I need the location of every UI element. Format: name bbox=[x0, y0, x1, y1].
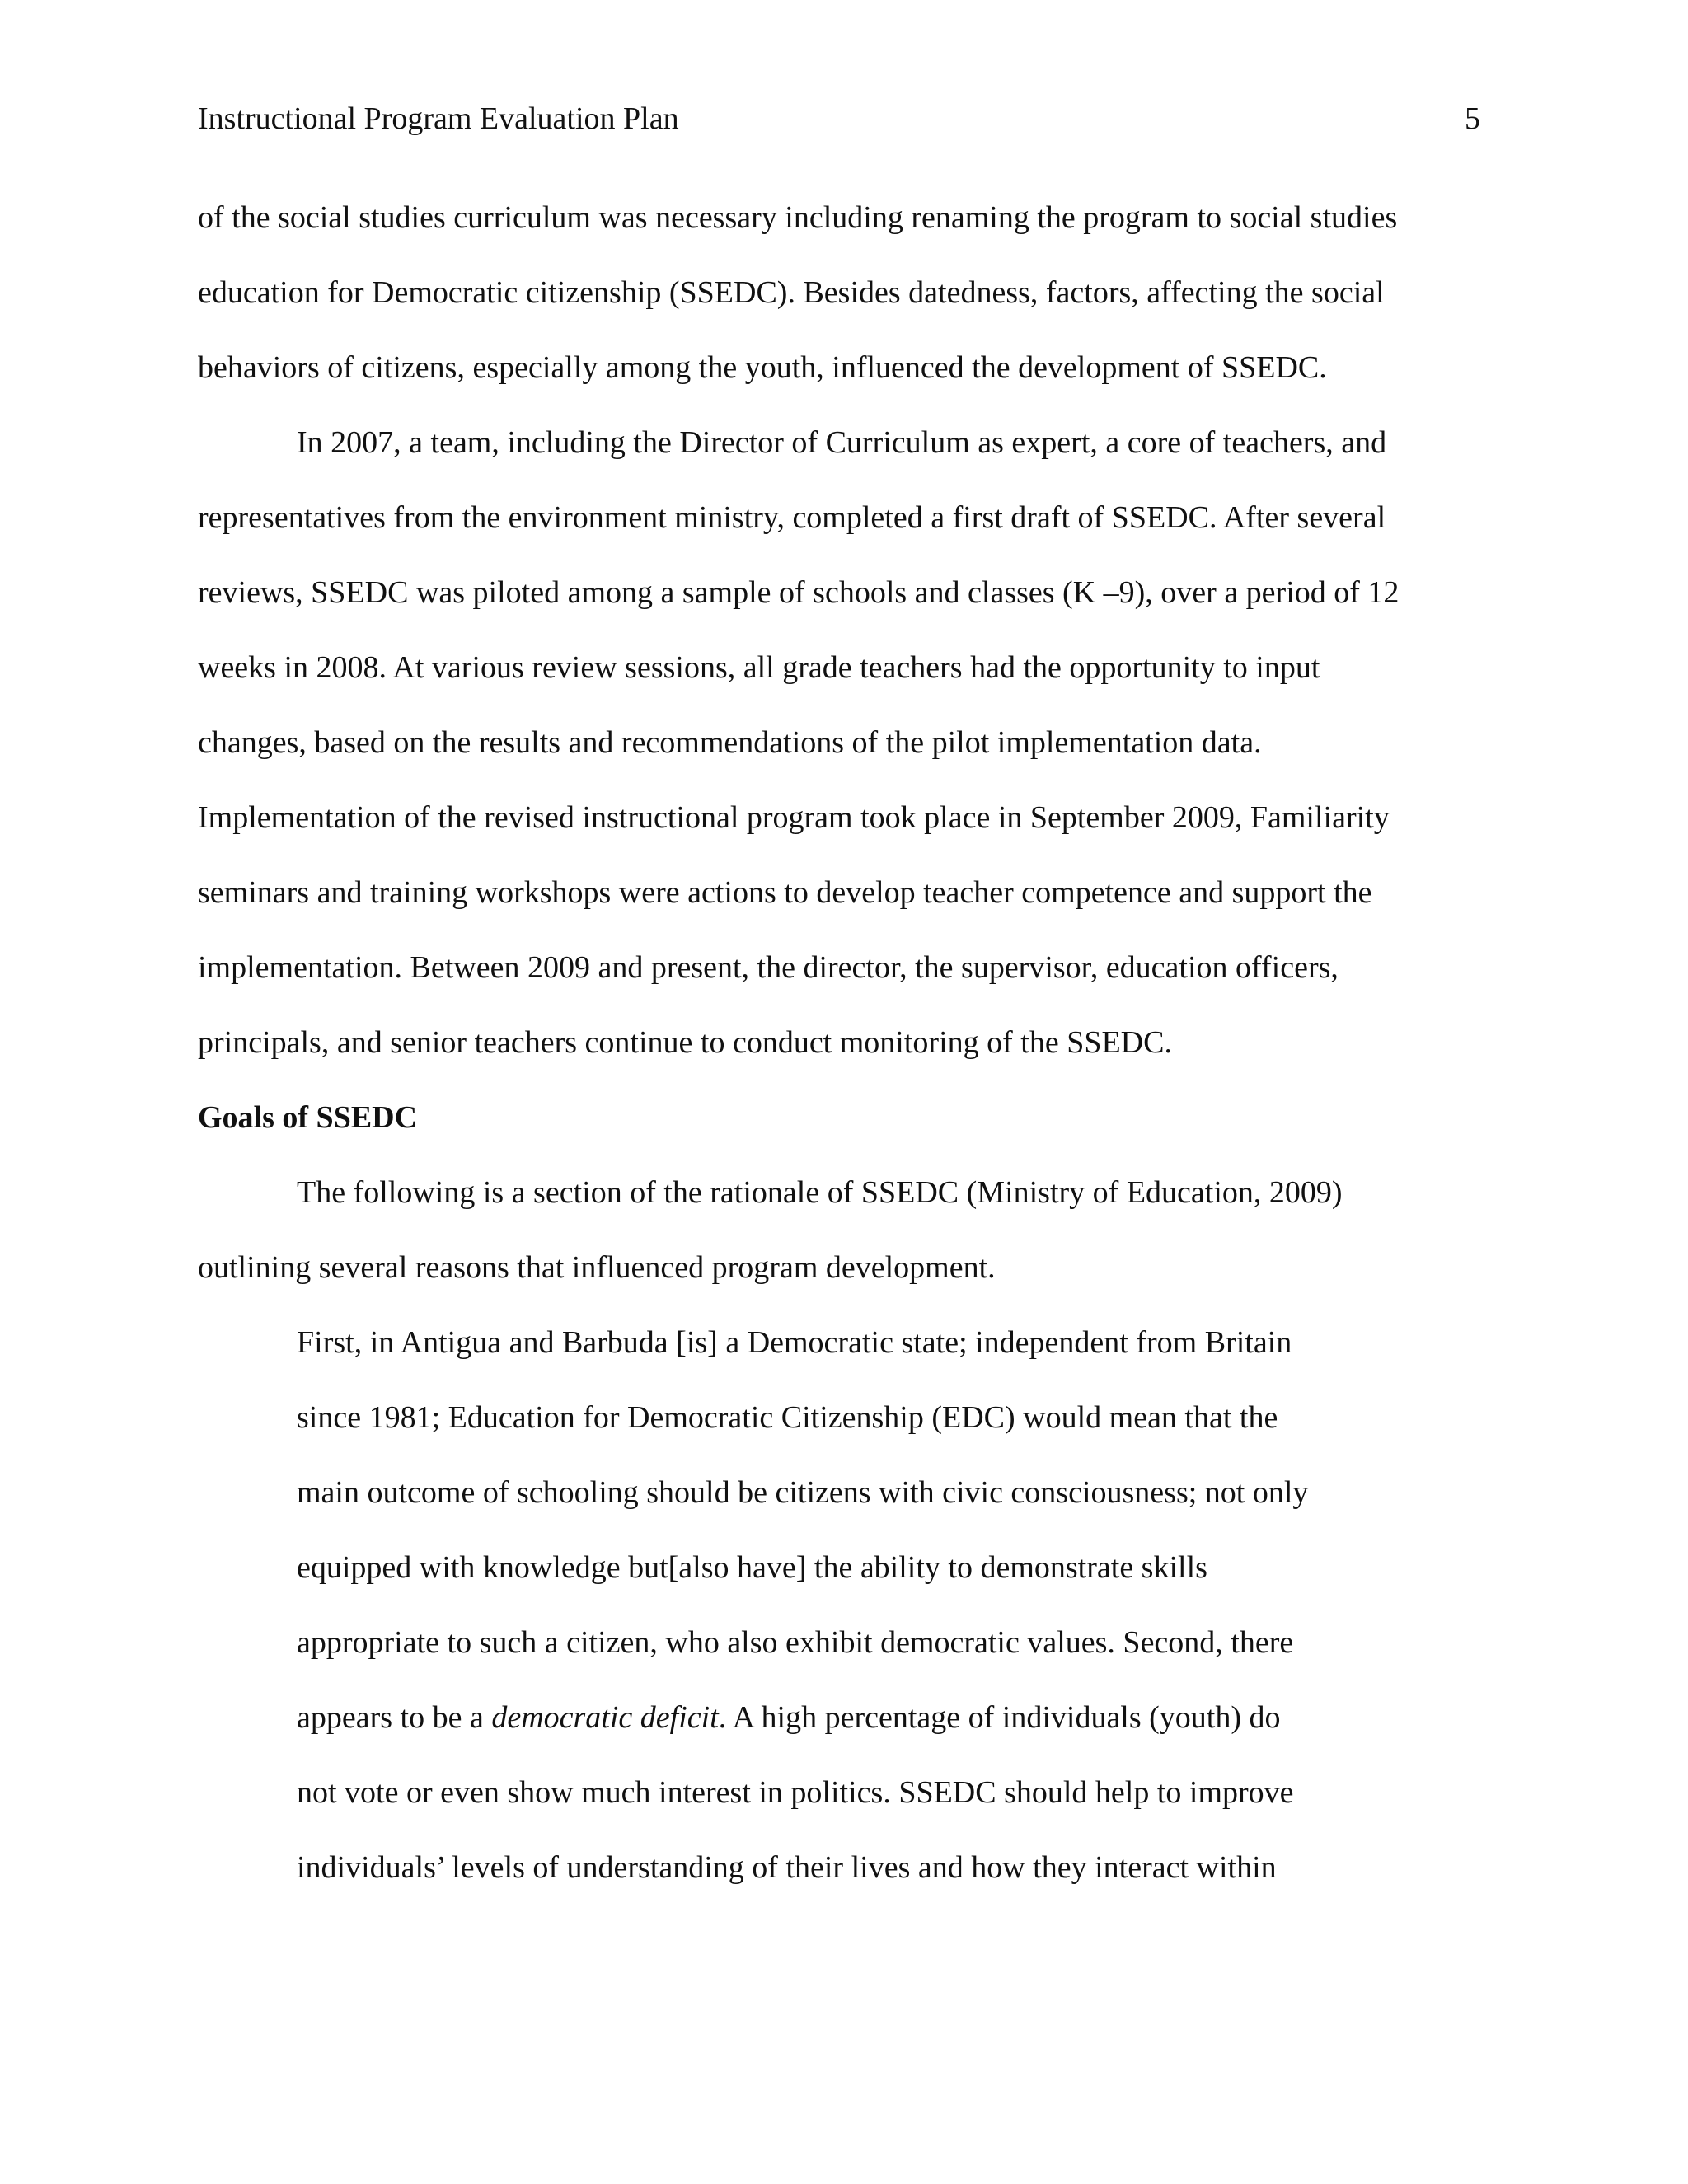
body-line: implementation. Between 2009 and present, the director, the supervisor, education officers, bbox=[198, 950, 1339, 985]
body-line: education for Democratic citizenship (SSEDC). Besides datedness, factors, affecting the social bbox=[198, 275, 1385, 310]
paragraph-first-line: The following is a section of the rationale of SSEDC (Ministry of Education, 2009) bbox=[297, 1175, 1343, 1210]
paragraph-first-line: In 2007, a team, including the Director of Curriculum as expert, a core of teachers, and bbox=[297, 425, 1387, 460]
body-line: outlining several reasons that influenced program development. bbox=[198, 1250, 996, 1285]
block-quote-line: equipped with knowledge but[also have] the ability to demonstrate skills bbox=[297, 1550, 1207, 1585]
body-line: seminars and training workshops were actions to develop teacher competence and support the bbox=[198, 875, 1372, 910]
block-quote-text: . A high percentage of individuals (youth) do bbox=[718, 1700, 1281, 1735]
body-line: behaviors of citizens, especially among the youth, influenced the development of SSEDC. bbox=[198, 350, 1327, 385]
page-number: 5 bbox=[1465, 101, 1480, 136]
body-line: of the social studies curriculum was necessary including renaming the program to social studies bbox=[198, 200, 1398, 235]
body-line: reviews, SSEDC was piloted among a sample of schools and classes (K –9), over a period of 12 bbox=[198, 575, 1400, 610]
section-heading: Goals of SSEDC bbox=[198, 1100, 418, 1135]
body-line: changes, based on the results and recommendations of the pilot implementation data. bbox=[198, 725, 1262, 760]
block-quote-line: appropriate to such a citizen, who also exhibit democratic values. Second, there bbox=[297, 1625, 1294, 1660]
block-quote-line: main outcome of schooling should be citizens with civic consciousness; not only bbox=[297, 1475, 1309, 1510]
italic-term: democratic deficit bbox=[491, 1700, 719, 1735]
block-quote-line bbox=[297, 1696, 1281, 1739]
body-line: principals, and senior teachers continue to conduct monitoring of the SSEDC. bbox=[198, 1025, 1172, 1060]
body-line: weeks in 2008. At various review sessions, all grade teachers had the opportunity to input bbox=[198, 650, 1320, 685]
block-quote-line: since 1981; Education for Democratic Citizenship (EDC) would mean that the bbox=[297, 1400, 1278, 1435]
running-head: Instructional Program Evaluation Plan bbox=[198, 101, 679, 136]
block-quote-line: not vote or even show much interest in politics. SSEDC should help to improve bbox=[297, 1775, 1294, 1810]
body-line: representatives from the environment ministry, completed a first draft of SSEDC. After several bbox=[198, 500, 1386, 535]
block-quote-text: appears to be a bbox=[297, 1700, 492, 1735]
block-quote-line: individuals’ levels of understanding of their lives and how they interact within bbox=[297, 1850, 1277, 1885]
body-line: Implementation of the revised instructional program took place in September 2009, Familiarity bbox=[198, 800, 1390, 835]
block-quote-line: First, in Antigua and Barbuda [is] a Democratic state; independent from Britain bbox=[297, 1325, 1292, 1360]
